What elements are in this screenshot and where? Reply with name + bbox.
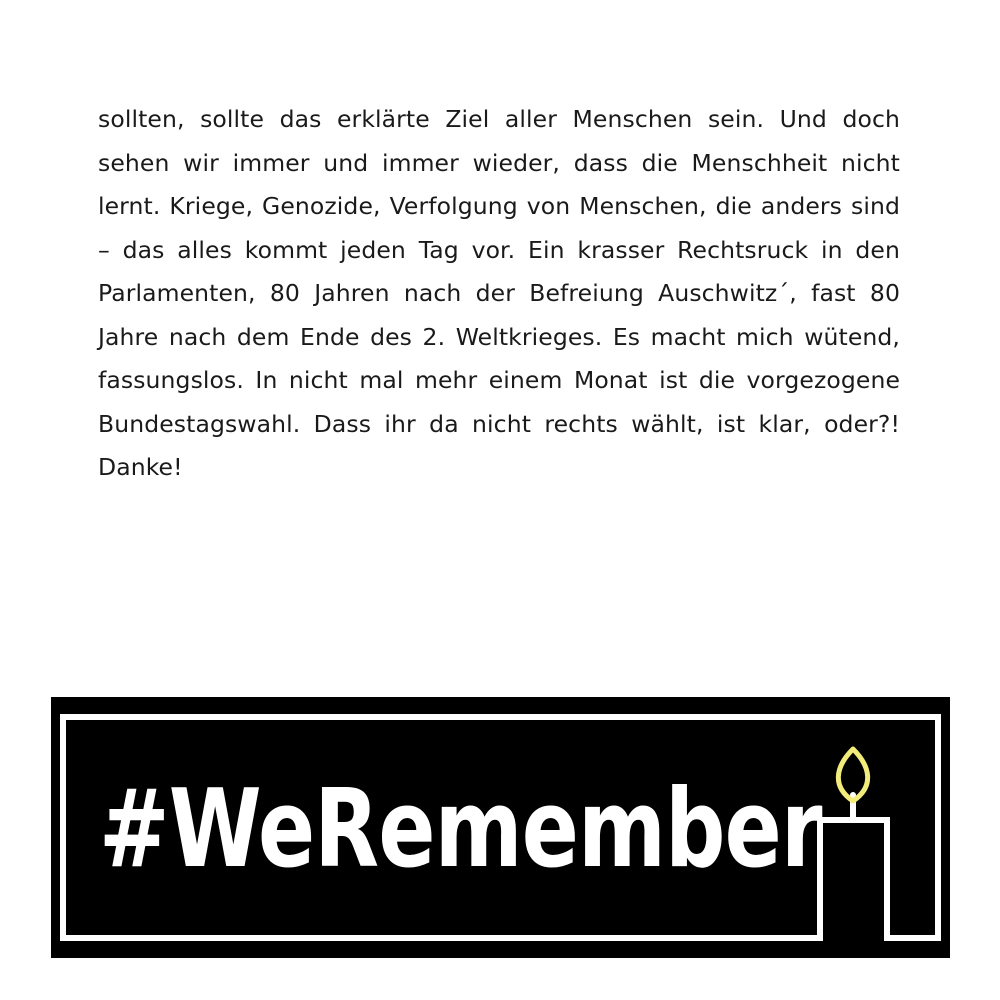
- hashtag-title: #WeRemember: [99, 767, 822, 892]
- body-paragraph: sollten, sollte das erklärte Ziel aller Menschen sein. Und doch sehen wir immer und immer wieder, dass die Menschheit nicht lernt. Kriege, Genozide, Verfolgung von Menschen, die anders sind – das alles kommt jeden Tag vor. Ein krasser Rechtsruck in den Parlamenten, 80 Jahren nach der Befreiung Auschwitz´, fast 80 Jahre nach dem Ende des 2. Weltkrieges. Es macht mich wütend, fassungslos. In nicht mal mehr einem Monat ist die vorgezogene Bundestagswahl. Dass ihr da nicht rechts wählt, ist klar, oder?! Danke!: [98, 105, 900, 481]
- we-remember-banner: [51, 697, 950, 958]
